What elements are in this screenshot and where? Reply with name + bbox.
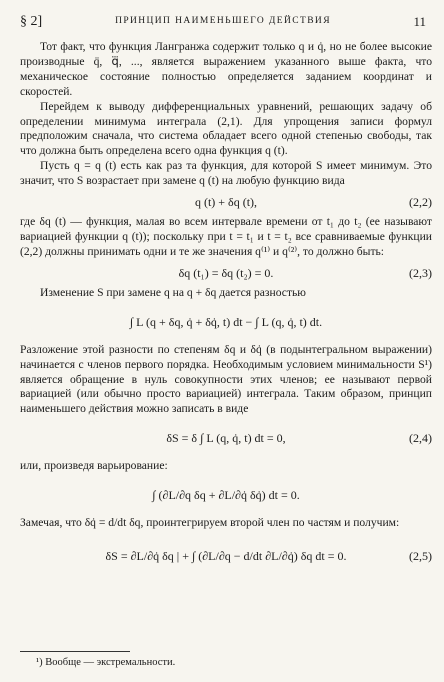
paragraph-3: Пусть q = q (t) есть как раз та функция, для которой S имеет минимум. Это значит, что S возрастает при замене q (t) на любую функцию вида [20,159,432,188]
equation-text: ∫ L (q + δq, q̇ + δq̇, t) dt − ∫ L (q, q̇, t) dt. [129,314,323,329]
chapter-title: ПРИНЦИП НАИМЕНЬШЕГО ДЕЙСТВИЯ [115,16,331,26]
paragraph-8: Замечая, что δq̇ = d/dt δq, проинтегрируем второй член по частям и получим: [20,516,400,530]
equation-text: ∫ (∂L/∂q δq + ∂L/∂q̇ δq̇) dt = 0. [152,488,300,503]
paragraph-1: Тот факт, что функция Лангранжа содержит только q и q̇, но не более высокие производные q̈, q⃛, ..., является выражением указанного выше факта, что механическое состояние полностью определяется заданием координат и скоростей. [20,40,432,98]
equation-text: q (t) + δq (t), [194,195,258,210]
equation-text: δS = δ ∫ L (q, q̇, t) dt = 0, [166,431,286,446]
paragraph-5: Изменение S при замене q на q + δq дается разностью [40,285,306,299]
paragraph-4: где δq (t) — функция, малая во всем интервале времени от t₁ до t₂ (ее называют вариацией функции q (t)); поскольку при t = t₁ и t = t₂ все сравниваемые функции (2,2) должны принимать одни и те же значения q⁽¹⁾ и q⁽²⁾, то должно быть: [20,215,432,258]
equation-2-5 [20,536,432,576]
paragraph-6: Разложение этой разности по степеням δq и δq̇ (в подынтегральном выражении) начинается с членов первого порядка. Необходимым условием минимальности S¹) является обращение в нуль совокупности этих членов; ее называют первой вариацией (или обычно просто вариацией) интеграла. Таким образом, принцип наименьшего действия можно записать в виде [20,342,432,416]
page-number: 11 [413,14,426,29]
equation-number: (2,5) [409,549,432,564]
equation-difference [20,306,432,338]
equation-variation [20,479,432,511]
equation-2-4 [20,422,432,454]
paragraph-2: Перейдем к выводу дифференциальных уравнений, решающих задачу об определении минимума интеграла (2,1). Для упрощения записи формул предположим сначала, что система обладает всего одной степенью свободы, так что должна быть определена всего одна функция q (t). [20,99,432,158]
equation-number: (2,3) [409,265,432,280]
equation-text: δS = ∂L/∂q̇ δq | + ∫ (∂L/∂q − d/dt ∂L/∂q̇) δq dt = 0. [105,549,347,564]
section-number: § 2] [20,14,43,29]
running-header [20,14,426,30]
paragraph-7: или, произведя варьирование: [20,459,168,473]
equation-2-3 [20,265,432,281]
equation-2-2 [20,194,432,210]
page-body [20,40,432,581]
equation-number: (2,2) [409,195,432,210]
equation-number: (2,4) [409,431,432,446]
footnote: ¹) Вообще — экстремальности. [36,657,176,668]
equation-text: δq (t₁) = δq (t₂) = 0. [178,265,274,280]
footnote-rule [20,651,130,652]
